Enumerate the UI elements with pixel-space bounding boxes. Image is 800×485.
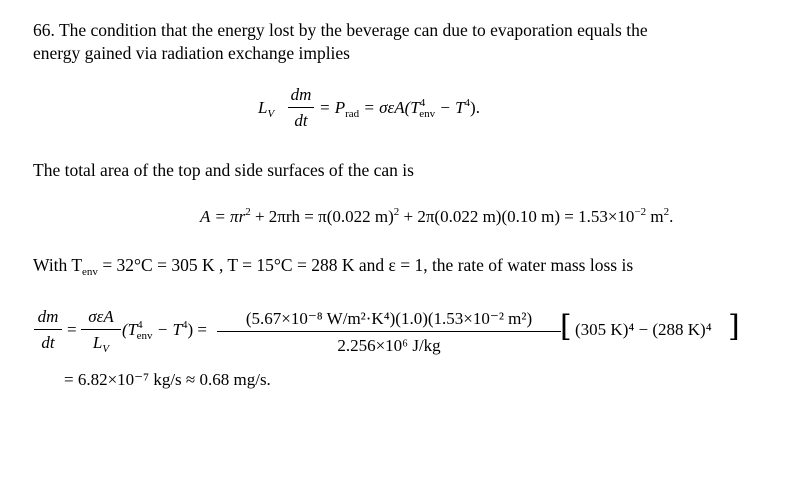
problem-number: 66. <box>33 20 55 40</box>
area-sentence: The total area of the top and side surfaces of the can is <box>33 160 414 180</box>
eq1-frac-bar <box>288 107 314 108</box>
intro-line-1 <box>33 22 648 40</box>
eq1-lhs: $L_V$ <box>258 98 275 120</box>
intro-text-1: The condition that the energy lost by the beverage can due to evaporation equals the <box>58 20 648 40</box>
eq3-bracket-open: [ <box>560 309 572 344</box>
eq3-frac2-bar <box>81 329 121 330</box>
eq3-equals: = <box>67 320 77 339</box>
intro-line-2: energy gained via radiation exchange implies <box>33 43 350 63</box>
eq1-frac-num: dm <box>290 85 312 104</box>
eq3-frac1-den: dt <box>41 333 55 352</box>
eq3-frac3-num: (5.67×10⁻⁸ W/m²·K⁴)(1.0)(1.53×10⁻² m²) <box>245 309 533 328</box>
eq3-frac1-bar <box>34 329 62 330</box>
eq3-bracket-close: ] <box>728 309 740 344</box>
eq3-frac3-bar <box>217 331 561 332</box>
equation-2: $A = \pi r^2 + 2\pi rh = \pi(0.022$ m)$^2$ + 2π(0.022 m)(0.10 $m) = 1.53\times 10^{-2}$ $m^2$. <box>200 206 674 226</box>
eq3-frac2-den: $L_V$ <box>92 333 110 355</box>
eq1-rhs: = $P_{rad} = \sigma\varepsilon A(T^4_{env} - T^4)$. <box>319 97 480 120</box>
eq3-bracket-content: (305 K)⁴ − (288 K)⁴ <box>575 320 712 339</box>
eq3-frac2-num: σεA <box>88 307 114 326</box>
eq1-frac-den: dt <box>294 111 308 130</box>
eq3-paren-term: $(T^4_{env} - T^4)$ = <box>122 319 207 342</box>
conditions-sentence: With $T_{env} = 32^\circ C = 305$ K , T = 15°C = 288 K and ε = 1, the rate of water mass loss is <box>33 255 634 278</box>
result-line: = 6.82×10⁻⁷ kg/s ≈ 0.68 mg/s. <box>64 370 271 389</box>
eq3-frac3-den: 2.256×10⁶ J/kg <box>337 336 441 355</box>
eq3-frac1-num: dm <box>37 307 59 326</box>
